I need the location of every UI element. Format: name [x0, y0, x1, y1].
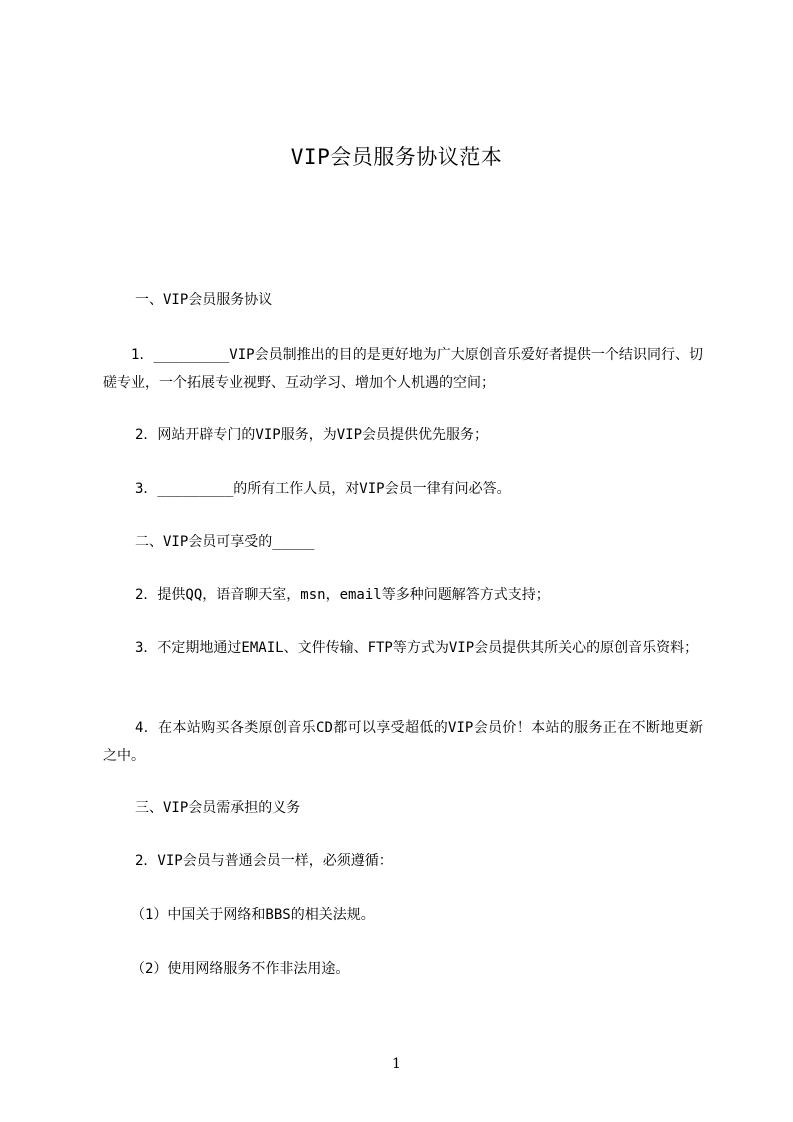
section-heading-3: 三、VIP会员需承担的义务: [135, 800, 301, 816]
paragraph-3-2-2: （2）使用网络服务不作非法用途。: [131, 961, 350, 977]
paragraph-2-4: 4．在本站购买各类原创音乐CD都可以享受超低的VIP会员价！本站的服务正在不断地更新之中。: [103, 720, 703, 764]
paragraph-1-1: 1．_________VIP会员制推出的目的是更好地为广大原创音乐爱好者提供一个结识同行、切磋专业，一个拓展专业视野、互动学习、增加个人机遇的空间；: [103, 347, 703, 391]
section-heading-2: 二、VIP会员可享受的_____: [135, 534, 315, 550]
paragraph-3-2: 2．VIP会员与普通会员一样，必须遵循：: [135, 853, 393, 869]
paragraph-3-2-1: （1）中国关于网络和BBS的相关法规。: [131, 907, 375, 923]
paragraph-1-2: 2．网站开辟专门的VIP服务，为VIP会员提供优先服务；: [135, 427, 488, 443]
page-number: 1: [392, 1056, 401, 1072]
section-heading-1: 一、VIP会员服务协议: [135, 292, 273, 308]
paragraph-1-3: 3．_________的所有工作人员，对VIP会员一律有问必答。: [135, 481, 511, 497]
paragraph-2-2: 2．提供QQ，语音聊天室，msn，email等多种问题解答方式支持；: [135, 587, 550, 603]
paragraph-2-3: 3．不定期地通过EMAIL、文件传输、FTP等方式为VIP会员提供其所关心的原创音乐资料；: [135, 640, 699, 656]
document-title: VIP会员服务协议范本: [290, 145, 503, 169]
